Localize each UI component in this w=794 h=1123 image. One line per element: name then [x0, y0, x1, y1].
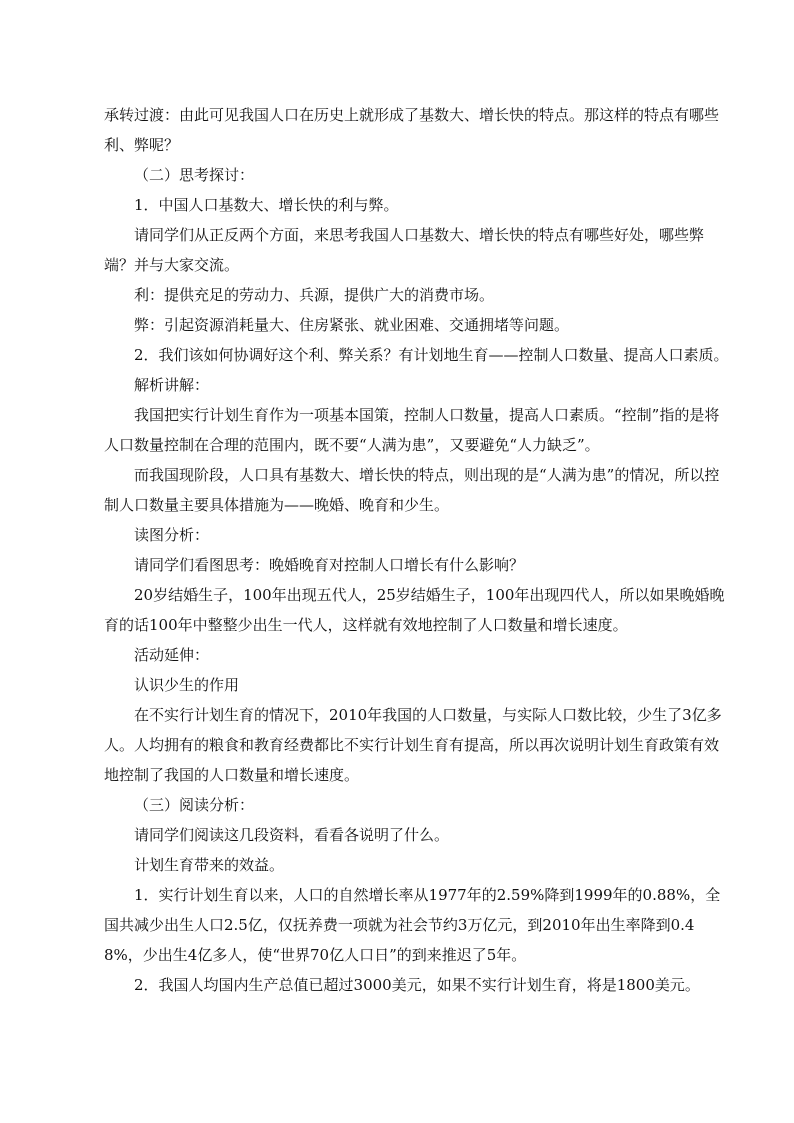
paragraph-transition: 承转过渡：由此可见我国人口在历史上就形成了基数大、增长快的特点。那这样的特点有哪些利、弊呢？	[104, 106, 720, 154]
paragraph-generations: 20岁结婚生子，100年出现五代人，25岁结婚生子，100年出现四代人，所以如果晚婚晚育的话100年中整整少出生一代人，这样就有效地控制了人口数量和增长速度。	[104, 586, 725, 634]
paragraph-analysis-label: 解析讲解：	[134, 376, 210, 394]
paragraph-figure-question: 请同学们看图思考：晚婚晚育对控制人口增长有什么影响？	[134, 556, 525, 574]
section-heading-thinking: （二）思考探讨：	[134, 166, 255, 184]
paragraph-benefit-1: 1．实行计划生育以来，人口的自然增长率从1977年的2.59%降到1999年的0.88%，全国共减少出生人口2.5亿，仅抚养费一项就为社会节约3万亿元，到2010年出生率降到0.48%，少出生4亿多人，使“世界70亿人口日”的到来推迟了5年。	[104, 886, 721, 964]
document-body	[104, 100, 732, 1000]
paragraph-point-1: 1．中国人口基数大、增长快的利与弊。	[134, 196, 399, 214]
paragraph-question: 请同学们从正反两个方面，来思考我国人口基数大、增长快的特点有哪些好处，哪些弊端？并与大家交流。	[104, 226, 705, 274]
paragraph-reading-instruction: 请同学们阅读这几段资料，看看各说明了什么。	[134, 826, 450, 844]
paragraph-fewer-births-label: 认识少生的作用	[134, 676, 240, 694]
paragraph-2010-comparison: 在不实行计划生育的情况下，2010年我国的人口数量，与实际人口数比较，少生了3亿多人。人均拥有的粮食和教育经费都比不实行计划生育有提高，所以再次说明计划生育政策有效地控制了我国的人口数量和增长速度。	[104, 706, 722, 784]
paragraph-point-2: 2．我们该如何协调好这个利、弊关系？有计划地生育——控制人口数量、提高人口素质。	[134, 346, 729, 364]
paragraph-activity-label: 活动延伸：	[134, 646, 210, 664]
paragraph-advantages: 利：提供充足的劳动力、兵源，提供广大的消费市场。	[134, 286, 495, 304]
paragraph-read-figure-label: 读图分析：	[134, 526, 210, 544]
paragraph-policy: 我国把实行计划生育作为一项基本国策，控制人口数量，提高人口素质。“控制”指的是将人口数量控制在合理的范围内，既不要“人满为患”，又要避免“人力缺乏”。	[104, 406, 720, 454]
paragraph-disadvantages: 弊：引起资源消耗量大、住房紧张、就业困难、交通拥堵等问题。	[134, 316, 570, 334]
paragraph-benefit-2: 2．我国人均国内生产总值已超过3000美元，如果不实行计划生育，将是1800美元。	[134, 976, 700, 994]
section-heading-reading: （三）阅读分析：	[134, 796, 255, 814]
paragraph-benefits-label: 计划生育带来的效益。	[134, 856, 285, 874]
paragraph-current-stage: 而我国现阶段，人口具有基数大、增长快的特点，则出现的是“人满为患”的情况，所以控制人口数量主要具体措施为——晚婚、晚育和少生。	[104, 466, 720, 514]
